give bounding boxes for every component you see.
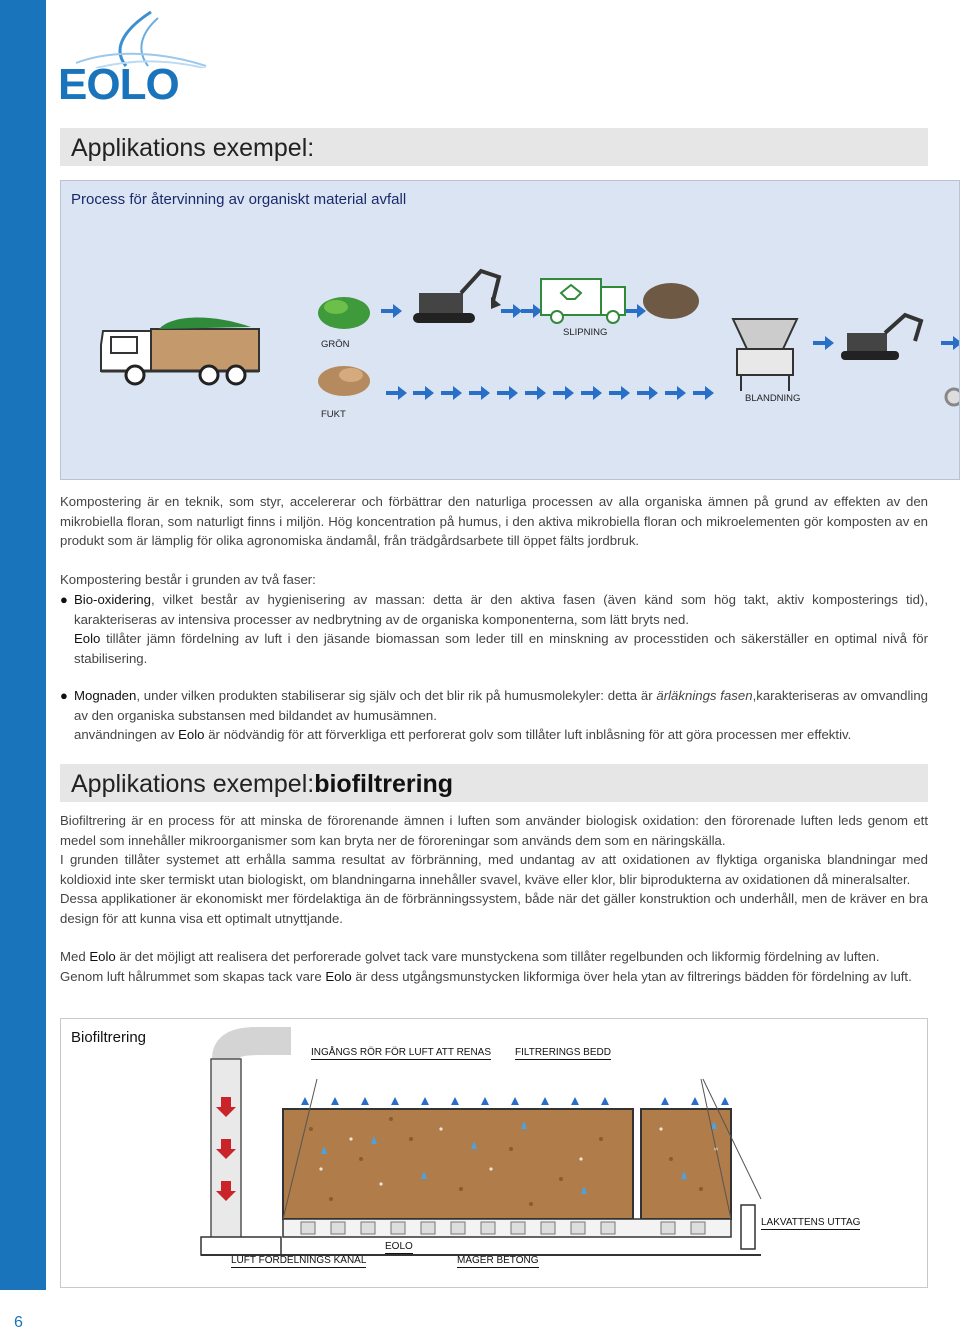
bullet-bio-oxidering (60, 590, 928, 668)
eolo-para-l1-pre: Med (60, 949, 90, 964)
ground-waste-icon (643, 283, 699, 319)
bullet2-text: , under vilken produkten stabiliserar sig själv och det blir rik på humusmolekyler: detta är (136, 688, 657, 703)
biofilt-title: Biofiltrering (71, 1029, 147, 1046)
bullet-mognaden (60, 686, 928, 745)
section-heading-2 (71, 770, 453, 799)
process-title: Process för återvinning av organiskt material avfall (71, 191, 407, 208)
bullet2-text-after: ,karakteriseras av omvandling av den organiska substansen med bildandet av humusämnen. (74, 688, 929, 723)
heading2-bold: biofiltrering (314, 770, 454, 798)
label-drain: LAKVATTENS UTTAG (761, 1217, 861, 1228)
lower-arrow-row-icon (386, 386, 714, 400)
logo-text: EOLO (58, 60, 179, 109)
heading2-pre: Applikations exempel: (71, 770, 315, 798)
filter-bed-icon-2 (641, 1109, 731, 1219)
dump-truck-icon (101, 317, 259, 384)
eolo-mention: Eolo (89, 949, 116, 964)
label-eolo: EOLO (385, 1241, 413, 1252)
label-inlet-pipe: INGÅNGS RÖR FÖR LUFT ATT RENAS (311, 1047, 492, 1058)
eolo-mention: Eolo (325, 968, 352, 984)
biofilt-paragraph-1: Biofiltrering är en process för att minska de förorenande ämnen i luften som använder biologisk oxidation: den förorenade luften leds genom ett medel som innehåller mikroorganismer som kan bryta ner de föroreningar som används dem som en näringskälla. (60, 813, 928, 848)
page-number: 6 (14, 1314, 23, 1331)
eolo-logo (56, 8, 216, 109)
biofilt-paragraph-3: Dessa applikationer är ekonomiskt mer fördelaktiga än de förbränningssystem, både när det gäller konstruktion och underhåll, men de kräver en bra design för att kunna visa ett optimalt utnyttjande. (60, 891, 928, 926)
label-filter-bed: FILTRERINGS BEDD (515, 1047, 611, 1058)
eolo-para-l1-post: är det möjligt att realisera det perforerade golvet tack vare munstyckena som tillåter regelbunden och likformig fördelning av luften. (115, 949, 880, 964)
clean-air-arrows-icon (301, 1097, 729, 1105)
phases-intro: Kompostering består i grunden av två faser: (60, 572, 316, 587)
bullet2-line2-pre: användningen av (74, 727, 179, 742)
section-heading-bar (60, 128, 928, 166)
logo-swirl-icon (56, 8, 216, 68)
label-fukt: FUKT (321, 409, 346, 420)
bullet2-italic: ärläknings fasen (656, 688, 753, 703)
drain-outlet-icon (741, 1205, 755, 1249)
process-illustration (61, 181, 960, 480)
excavator-icon (413, 271, 501, 323)
bullet-dot-icon: ● (60, 592, 68, 607)
green-waste-icon (318, 297, 370, 329)
bullet-dot-icon: ● (60, 688, 68, 703)
label-concrete: MAGER BETONG (457, 1255, 539, 1266)
mixer-hopper-icon (733, 319, 797, 391)
process-diagram (60, 180, 960, 480)
eolo-paragraph (60, 947, 928, 986)
eolo-para-l2-pre: Genom luft hålrummet som skapas tack vare (60, 968, 326, 984)
eolo-mention: Eolo (74, 631, 101, 646)
bullet1-text: , vilket består av hygienisering av massan: detta är den aktiva fasen (även känd som hög takt, aktiv komposterings tid), karakteriseras av intensiva processer av nedbrytning av de organiska komponenterna, som lätt bryts ned. (74, 592, 928, 627)
air-channel-icon (201, 1237, 281, 1255)
bullet2-line2-post: är nödvändig för att förverkliga ett perforerat golv som tillåter luft inblåsning för att göra processen mer effektiv. (204, 727, 852, 742)
eolo-para-l2-post: är dess utgångsmunstycken likformiga över hela ytan av filtrerings bädden för fördelning av luft. (351, 968, 912, 984)
garbage-truck-icon (541, 279, 625, 323)
label-slipning: SLIPNING (563, 327, 608, 338)
biofilter-illustration (61, 1019, 928, 1288)
section-heading: Applikations exempel: (71, 134, 315, 162)
section-heading-bar-2 (60, 764, 928, 802)
label-gron: GRÖN (321, 339, 350, 350)
intro-paragraph: Kompostering är en teknik, som styr, accelererar och förbättrar den naturliga processen av alla organiska ämnen på grund av effekten av den mikrobiella floran, som naturligt finns i miljön. Hög koncentration på humus, i den aktiva mikrobiella floran och mikroelementen gör komposten av en produkt som är lämplig för olika agronomiska ändamål, från trädgårdsarbete till öppet fälts jordbruk. (60, 494, 928, 548)
moist-waste-icon (318, 366, 370, 396)
label-blandning: BLANDNING (745, 393, 801, 404)
filter-bed-icon (283, 1109, 633, 1219)
excavator-icon-2 (841, 315, 921, 360)
biofiltration-diagram (60, 1018, 928, 1288)
term-bio-oxidering: Bio-oxidering (74, 592, 151, 607)
left-sidebar-band (0, 0, 46, 1290)
label-air-channel: LUFT FÖRDELNINGS KANAL (231, 1255, 367, 1266)
bullet1-text2: tillåter jämn fördelning av luft i den jäsande biomassan som leder till en minskning av processtiden och säkerställer en optimal nivå för stabilisering. (74, 631, 928, 666)
eolo-mention: Eolo (178, 727, 205, 742)
term-mognaden: Mognaden (74, 688, 137, 703)
biofilt-paragraph-2: I grunden tillåter systemet att erhålla samma resultat av förbränning, med undantag av att oxidationen av flyktiga organiska blandningar med koldioxid inte sker termiskt utan biologiskt, om blandningarna innehåller svavel, kväve eller klor, blir biprodukterna av oxidationen då mineralsalter. (60, 852, 928, 887)
